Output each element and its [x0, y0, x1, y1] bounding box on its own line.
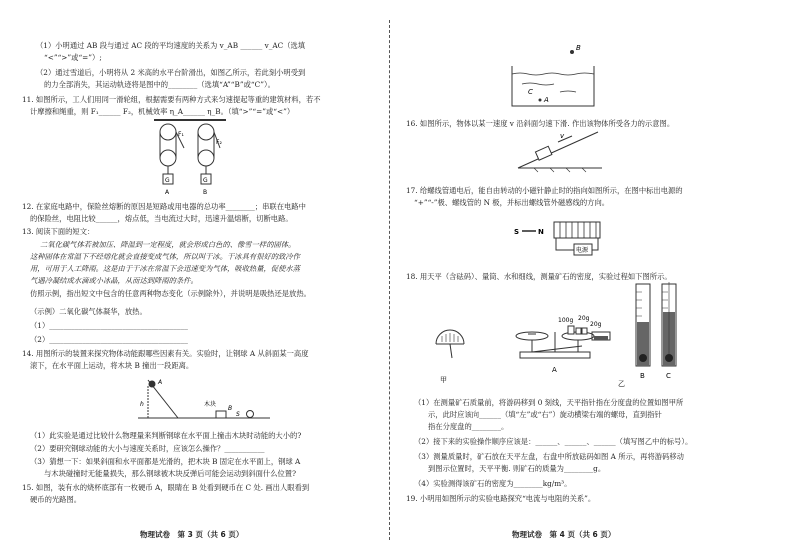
q13-heading: 13. 阅读下面的短文：	[22, 227, 95, 236]
q17-line1: 17. 给螺线管通电后，能自由转动的小磁针静止时的指向如图所示，在图中标出电源的	[406, 186, 683, 195]
page-divider	[389, 20, 390, 540]
label-coin-A: A	[544, 96, 549, 104]
q17-line2: “+”“-”极、螺线管的 N 极，并标出螺线管外磁感线的方向。	[414, 198, 610, 207]
beaker-figure	[510, 40, 600, 110]
label-block: 木块	[204, 401, 217, 408]
q11-line1: 11. 如图所示，工人们用同一滑轮组，根据需要有两种方式来匀速提起等重的建筑材料，若不	[22, 95, 321, 104]
label-G-A: G	[165, 177, 170, 184]
footer-page-3: 物理试卷 第 3 页（共 6 页）	[140, 530, 244, 539]
q12-line1: 12. 在家庭电路中，保险丝熔断的原因是短路或用电器的总功率________；串联在电路中	[22, 202, 306, 211]
label-F1: F₁	[178, 131, 184, 138]
label-pulley-A: A	[165, 189, 170, 196]
q18-sub1-line2: 示，此时应该向______（填“左”或“右”）旋动横梁右端的螺母，直到指针	[428, 410, 662, 419]
density-experiment-figure	[422, 282, 722, 388]
label-G-B: G	[203, 177, 208, 184]
q11-line2: 计摩擦和绳重，则 F₁______ F₂，机械效率 η_A______ η_B。（填“>”“=”或“<”）	[30, 107, 295, 116]
q18-sub1-line3: 指在分度盘的________。	[428, 422, 509, 431]
q13-example: （示例）二氧化碳气体凝华，放热。	[30, 307, 147, 316]
q14-sub3-line1: （3）猜想一下：如果斜面和水平面都是光滑的，把木块 B 固定在水平面上，钢球 A	[30, 457, 301, 466]
q14-sub1: （1）此实验是通过比较什么物理量来判断钢球在水平面上撞击木块时动能的大小的?	[30, 431, 302, 440]
label-ball-A: A	[158, 379, 163, 386]
q18-intro: 18. 用天平（含砝码）、量筒、水和细线，测量矿石的密度，实验过程如下图所示。	[406, 272, 672, 281]
q18-sub3-line1: （3）测量质量时，矿石放在天平左盘，右盘中所放砝码如图 A 所示，再将游码移动	[414, 452, 684, 461]
q10-sub2-line1: （2）通过雪道后，小明将从 2 米高的水平台阶滑出，如图乙所示，若此刻小明受到	[36, 68, 306, 77]
label-image-C: C	[528, 88, 533, 96]
q12-line2: 的保险丝，电阻比较______，熔点低，当电流过大时，迅速升温熔断，切断电路。	[30, 214, 293, 223]
q18-sub4: （4）实验测得该矿石的密度为________kg/m³。	[414, 479, 572, 488]
label-power-source: 电源	[576, 247, 589, 254]
q13-answer2: （2）______________________________________	[30, 335, 188, 344]
label-S: S	[236, 411, 240, 418]
label-pulley-B: B	[203, 189, 208, 196]
incline-figure	[514, 128, 604, 174]
label-weight-20g-b: 20g	[590, 321, 602, 328]
q13-passage-line3: 用，可用于人工降雨。这是由于干冰在常温下会迅速变为气体，吸收热量，促使水蒸	[30, 264, 300, 273]
q15-line2: 硬币的光路图。	[30, 495, 82, 504]
q14-sub2: （2）要研究钢球动能的大小与速度关系时，应该怎么操作？___________	[30, 444, 265, 453]
q13-answer1: （1）______________________________________	[30, 321, 188, 330]
label-block-B: B	[228, 405, 233, 412]
label-F2: F₂	[216, 139, 222, 146]
q10-sub2-line2: 的力全部消失，其运动轨迹将是图中的________（选填“A”“B”或“C”）。	[44, 80, 275, 89]
q15-line1: 15. 如图，装有水的烧杯底部有一枚硬币 A，眼睛在 B 处看到硬币在 C 处. 画出人眼看到	[22, 483, 310, 492]
footer-page-4: 物理试卷 第 4 页（共 6 页）	[512, 530, 616, 539]
label-fig-B: B	[640, 372, 645, 380]
q18-sub2: （2）接下来的实验操作顺序应该是：______、______、______（填写图乙中的标号）。	[414, 437, 693, 446]
label-yi: 乙	[618, 380, 625, 388]
q13-passage-line4: 气遇冷凝结成水滴或小冰晶，从而达到降雨的条件。	[30, 276, 198, 285]
q10-sub1-line2: “<”“>”或“=”）;	[44, 53, 102, 62]
label-needle-S: S	[514, 228, 520, 236]
solenoid-figure	[512, 210, 622, 256]
q18-sub1-line1: （1）在测量矿石质量前，将游码移到 0 刻线，天平指针指在分度盘的位置如图甲所	[414, 398, 684, 407]
label-h: h	[140, 401, 144, 408]
q13-passage-line2: 这种固体在常温下不经熔化就会直接变成气体，所以叫干冰。干冰具有很好的致冷作	[30, 252, 300, 261]
q13-passage-line1: 二氧化碳气体若被加压、降温到一定程度，就会形成白色的、像雪一样的固体。	[40, 240, 296, 249]
q18-sub3-line2: 到图示位置时，天平平衡. 则矿石的质量为________g。	[428, 464, 606, 473]
pulley-figure	[150, 118, 230, 198]
label-fig-C: C	[666, 372, 671, 380]
ramp-figure	[134, 374, 274, 424]
label-jia: 甲	[440, 376, 447, 384]
label-v: v	[560, 132, 565, 140]
q13-instruction: 仿照示例，指出短文中包含的任意两种物态变化（示例除外），并说明是吸热还是放热。	[30, 289, 311, 298]
q19-text: 19. 小明用如图所示的实验电路探究“电流与电阻的关系”。	[406, 494, 596, 503]
q14-line1: 14. 用图所示的装置来探究物体动能跟哪些因素有关。实验时，让钢球 A 从斜面某一高度	[22, 349, 309, 358]
q16-text: 16. 如图所示，物体以某一速度 v 沿斜面匀速下滑. 作出该物体所受各力的示意图。	[406, 119, 675, 128]
q14-line2: 滚下，在水平面上运动，将木块 B 撞出一段距离。	[30, 361, 194, 370]
label-eye-B: B	[576, 44, 581, 52]
label-weight-100g: 100g	[558, 317, 574, 324]
q14-sub3-line2: 与木块碰撞时无能量损失，那么钢球被木块反弹后可能会运动到斜面什么位置?	[44, 469, 297, 478]
label-fig-A: A	[552, 366, 557, 374]
q10-sub1-line1: （1）小明通过 AB 段与通过 AC 段的平均速度的关系为 v_AB ______ v_AC（选填	[36, 41, 306, 50]
label-needle-N: N	[538, 228, 544, 236]
label-weight-20g-a: 20g	[578, 315, 590, 322]
